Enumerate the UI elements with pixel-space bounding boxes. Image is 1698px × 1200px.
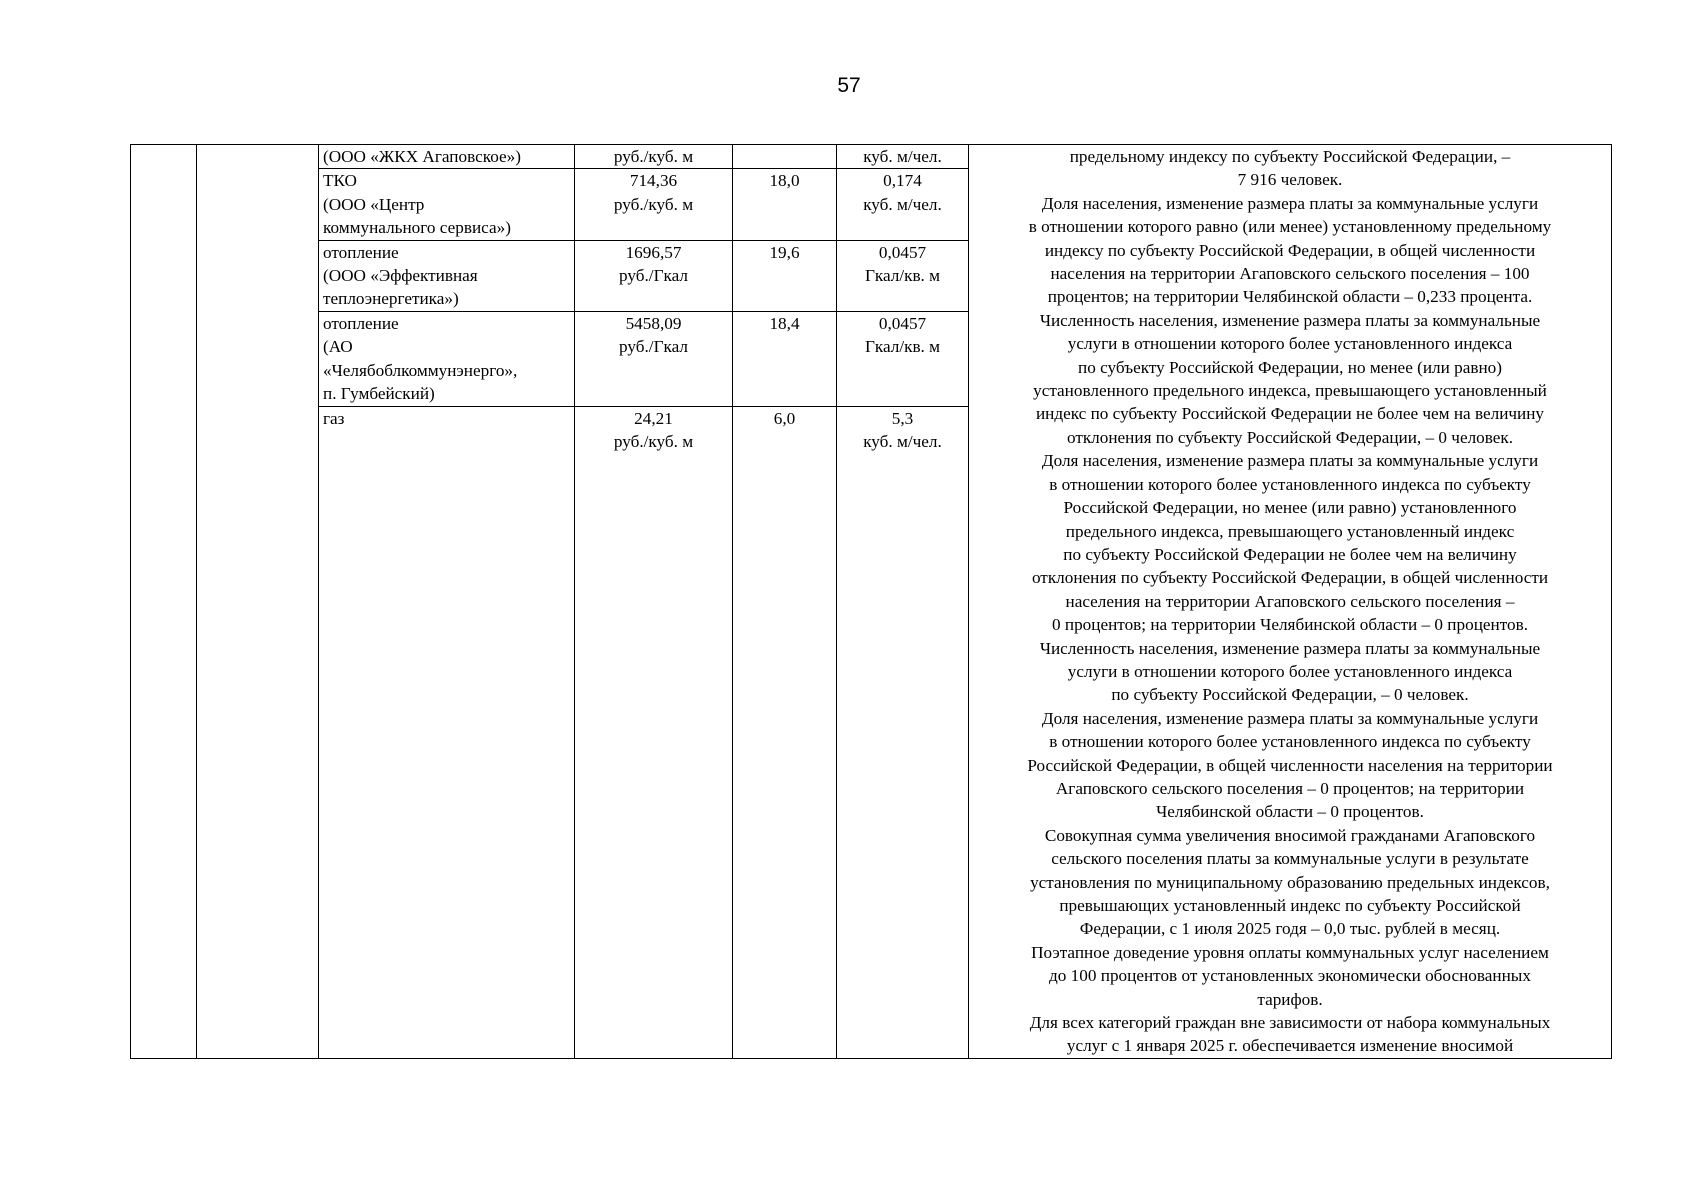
norm-cell: [837, 145, 969, 169]
text-line: 7 916 человек.: [1237, 170, 1343, 190]
text-line: процентов; на территории Челябинской области – 0,233 процента.: [1047, 287, 1533, 307]
text-line: по субъекту Российской Федерации, – 0 человек.: [1111, 685, 1469, 705]
growth-cell: [733, 311, 837, 406]
text-line: индексу по субъекту Российской Федерации, в общей численности: [1044, 240, 1536, 260]
text-line: Поэтапное доведение уровня оплаты коммунальных услуг населением: [1031, 942, 1549, 962]
norm-cell: [837, 240, 969, 311]
norm-line: 0,0457: [878, 313, 927, 333]
text-line: Российской Федерации, в общей численности населения на территории: [1027, 755, 1553, 775]
text-line: Численность населения, изменение размера платы за коммунальные: [1039, 310, 1541, 330]
table-row: [131, 145, 1612, 169]
tariff-table: [130, 144, 1612, 1059]
text-line: сельского поселения платы за коммунальные услуги в результате: [1051, 849, 1529, 869]
text-line: населения на территории Агаповского сельского поселения –: [1065, 591, 1515, 611]
text-line: услуги в отношении которого более установленного индекса: [1067, 334, 1513, 354]
text-line: по субъекту Российской Федерации не более чем на величину: [1063, 544, 1517, 564]
text-line: по субъекту Российской Федерации, но менее (или равно): [1078, 357, 1502, 377]
tariff-line: руб./куб. м: [613, 147, 694, 166]
empty-cell-col2: [197, 145, 319, 1059]
service-line: отопление: [323, 313, 399, 333]
page-number: 57: [837, 74, 861, 97]
tariff-cell: [575, 169, 733, 240]
tariff-line: руб./куб. м: [613, 194, 694, 214]
norm-line: куб. м/чел.: [863, 147, 942, 166]
text-line: в отношении которого равно (или менее) установленному предельному: [1028, 217, 1552, 237]
service-line: «Челябоблкоммунэнерго»,: [323, 360, 518, 380]
growth-line: 18,0: [769, 171, 800, 191]
text-line: до 100 процентов от установленных экономически обоснованных: [1049, 966, 1531, 986]
tariff-line: 5458,09: [625, 313, 682, 333]
service-line: газ: [323, 408, 345, 428]
service-line: (ООО «ЖКХ Агаповское»): [323, 147, 521, 166]
text-line: установленного предельного индекса, превышающего установленный: [1033, 381, 1547, 401]
norm-line: 0,174: [883, 171, 922, 191]
tariff-line: руб./Гкал: [619, 266, 688, 286]
text-line: Совокупная сумма увеличения вносимой гражданами Агаповского: [1044, 825, 1536, 845]
norm-line: Гкал/кв. м: [864, 266, 941, 286]
text-line: предельного индекса, превышающего установленный индекс: [1065, 521, 1515, 541]
text-line: услуг с 1 января 2025 г. обеспечивается изменение вносимой: [1066, 1036, 1514, 1056]
growth-cell: [733, 406, 837, 1058]
tariff-line: руб./Гкал: [619, 337, 688, 357]
text-line: в отношении которого более установленного индекса по субъекту: [1049, 732, 1531, 752]
service-cell: [319, 311, 575, 406]
empty-cell-col1: [131, 145, 197, 1059]
text-line: в отношении которого более установленного индекса по субъекту: [1049, 474, 1531, 494]
growth-line: 6,0: [773, 408, 796, 428]
text-line: Агаповского сельского поселения – 0 процентов; на территории: [1055, 778, 1525, 798]
service-cell: [319, 406, 575, 1058]
text-line: индекс по субъекту Российской Федерации не более чем на величину: [1035, 404, 1545, 424]
service-line: отопление: [323, 242, 399, 262]
tariff-cell: [575, 145, 733, 169]
table-body: [131, 145, 1612, 1059]
text-line: 0 процентов; на территории Челябинской области – 0 процентов.: [1051, 615, 1529, 635]
text-line: Численность населения, изменение размера платы за коммунальные: [1039, 638, 1541, 658]
explanatory-text: [973, 145, 1607, 1058]
text-line: Для всех категорий граждан вне зависимости от набора коммунальных: [1029, 1013, 1551, 1033]
growth-line: 19,6: [769, 242, 800, 262]
norm-line: Гкал/кв. м: [864, 337, 941, 357]
text-line: Российской Федерации, но менее (или равно) установленного: [1063, 498, 1517, 518]
tariff-line: 1696,57: [625, 242, 682, 262]
norm-line: куб. м/чел.: [863, 194, 942, 214]
text-line: превышающих установленный индекс по субъекту Российской: [1059, 896, 1521, 915]
text-line: Доля населения, изменение размера платы за коммунальные услуги: [1041, 708, 1539, 728]
norm-line: 5,3: [891, 408, 914, 428]
growth-cell: [733, 240, 837, 311]
service-cell: [319, 169, 575, 240]
text-line: Федерации, с 1 июля 2025 годя – 0,0 тыс. рублей в месяц.: [1079, 919, 1501, 939]
text-line: отклонения по субъекту Российской Федерации, в общей численности: [1031, 568, 1549, 588]
norm-line: 0,0457: [878, 242, 927, 262]
service-line: п. Гумбейский): [323, 384, 435, 404]
text-line: услуги в отношении которого более установленного индекса: [1067, 661, 1513, 681]
tariff-cell: [575, 240, 733, 311]
tariff-line: 714,36: [629, 171, 678, 191]
norm-cell: [837, 406, 969, 1058]
norm-line: куб. м/чел.: [863, 432, 942, 452]
service-line: (ООО «Центр: [323, 194, 425, 214]
text-line: отклонения по субъекту Российской Федерации, – 0 человек.: [1066, 427, 1514, 447]
service-cell: [319, 240, 575, 311]
text-line: предельному индексу по субъекту Российской Федерации, –: [1069, 147, 1511, 166]
explanatory-text-cell: [969, 145, 1612, 1059]
service-line: коммунального сервиса»): [323, 218, 511, 238]
norm-cell: [837, 311, 969, 406]
text-line: установления по муниципальному образованию предельных индексов,: [1030, 872, 1550, 892]
text-line: населения на территории Агаповского сельского поселения – 100: [1050, 264, 1530, 284]
text-line: тарифов.: [1257, 989, 1323, 1009]
service-cell: [319, 145, 575, 169]
growth-line: 18,4: [769, 313, 800, 333]
growth-cell: [733, 145, 837, 169]
tariff-cell: [575, 406, 733, 1058]
text-line: Челябинской области – 0 процентов.: [1156, 802, 1424, 822]
service-line: ТКО: [323, 171, 357, 191]
service-line: (АО: [323, 337, 353, 357]
growth-cell: [733, 169, 837, 240]
norm-cell: [837, 169, 969, 240]
tariff-line: руб./куб. м: [613, 432, 694, 452]
text-line: Доля населения, изменение размера платы за коммунальные услуги: [1041, 193, 1539, 213]
service-line: теплоэнергетика»): [323, 289, 459, 309]
tariff-cell: [575, 311, 733, 406]
text-line: Доля населения, изменение размера платы за коммунальные услуги: [1041, 451, 1539, 471]
service-line: (ООО «Эффективная: [323, 266, 478, 286]
tariff-line: 24,21: [634, 408, 673, 428]
